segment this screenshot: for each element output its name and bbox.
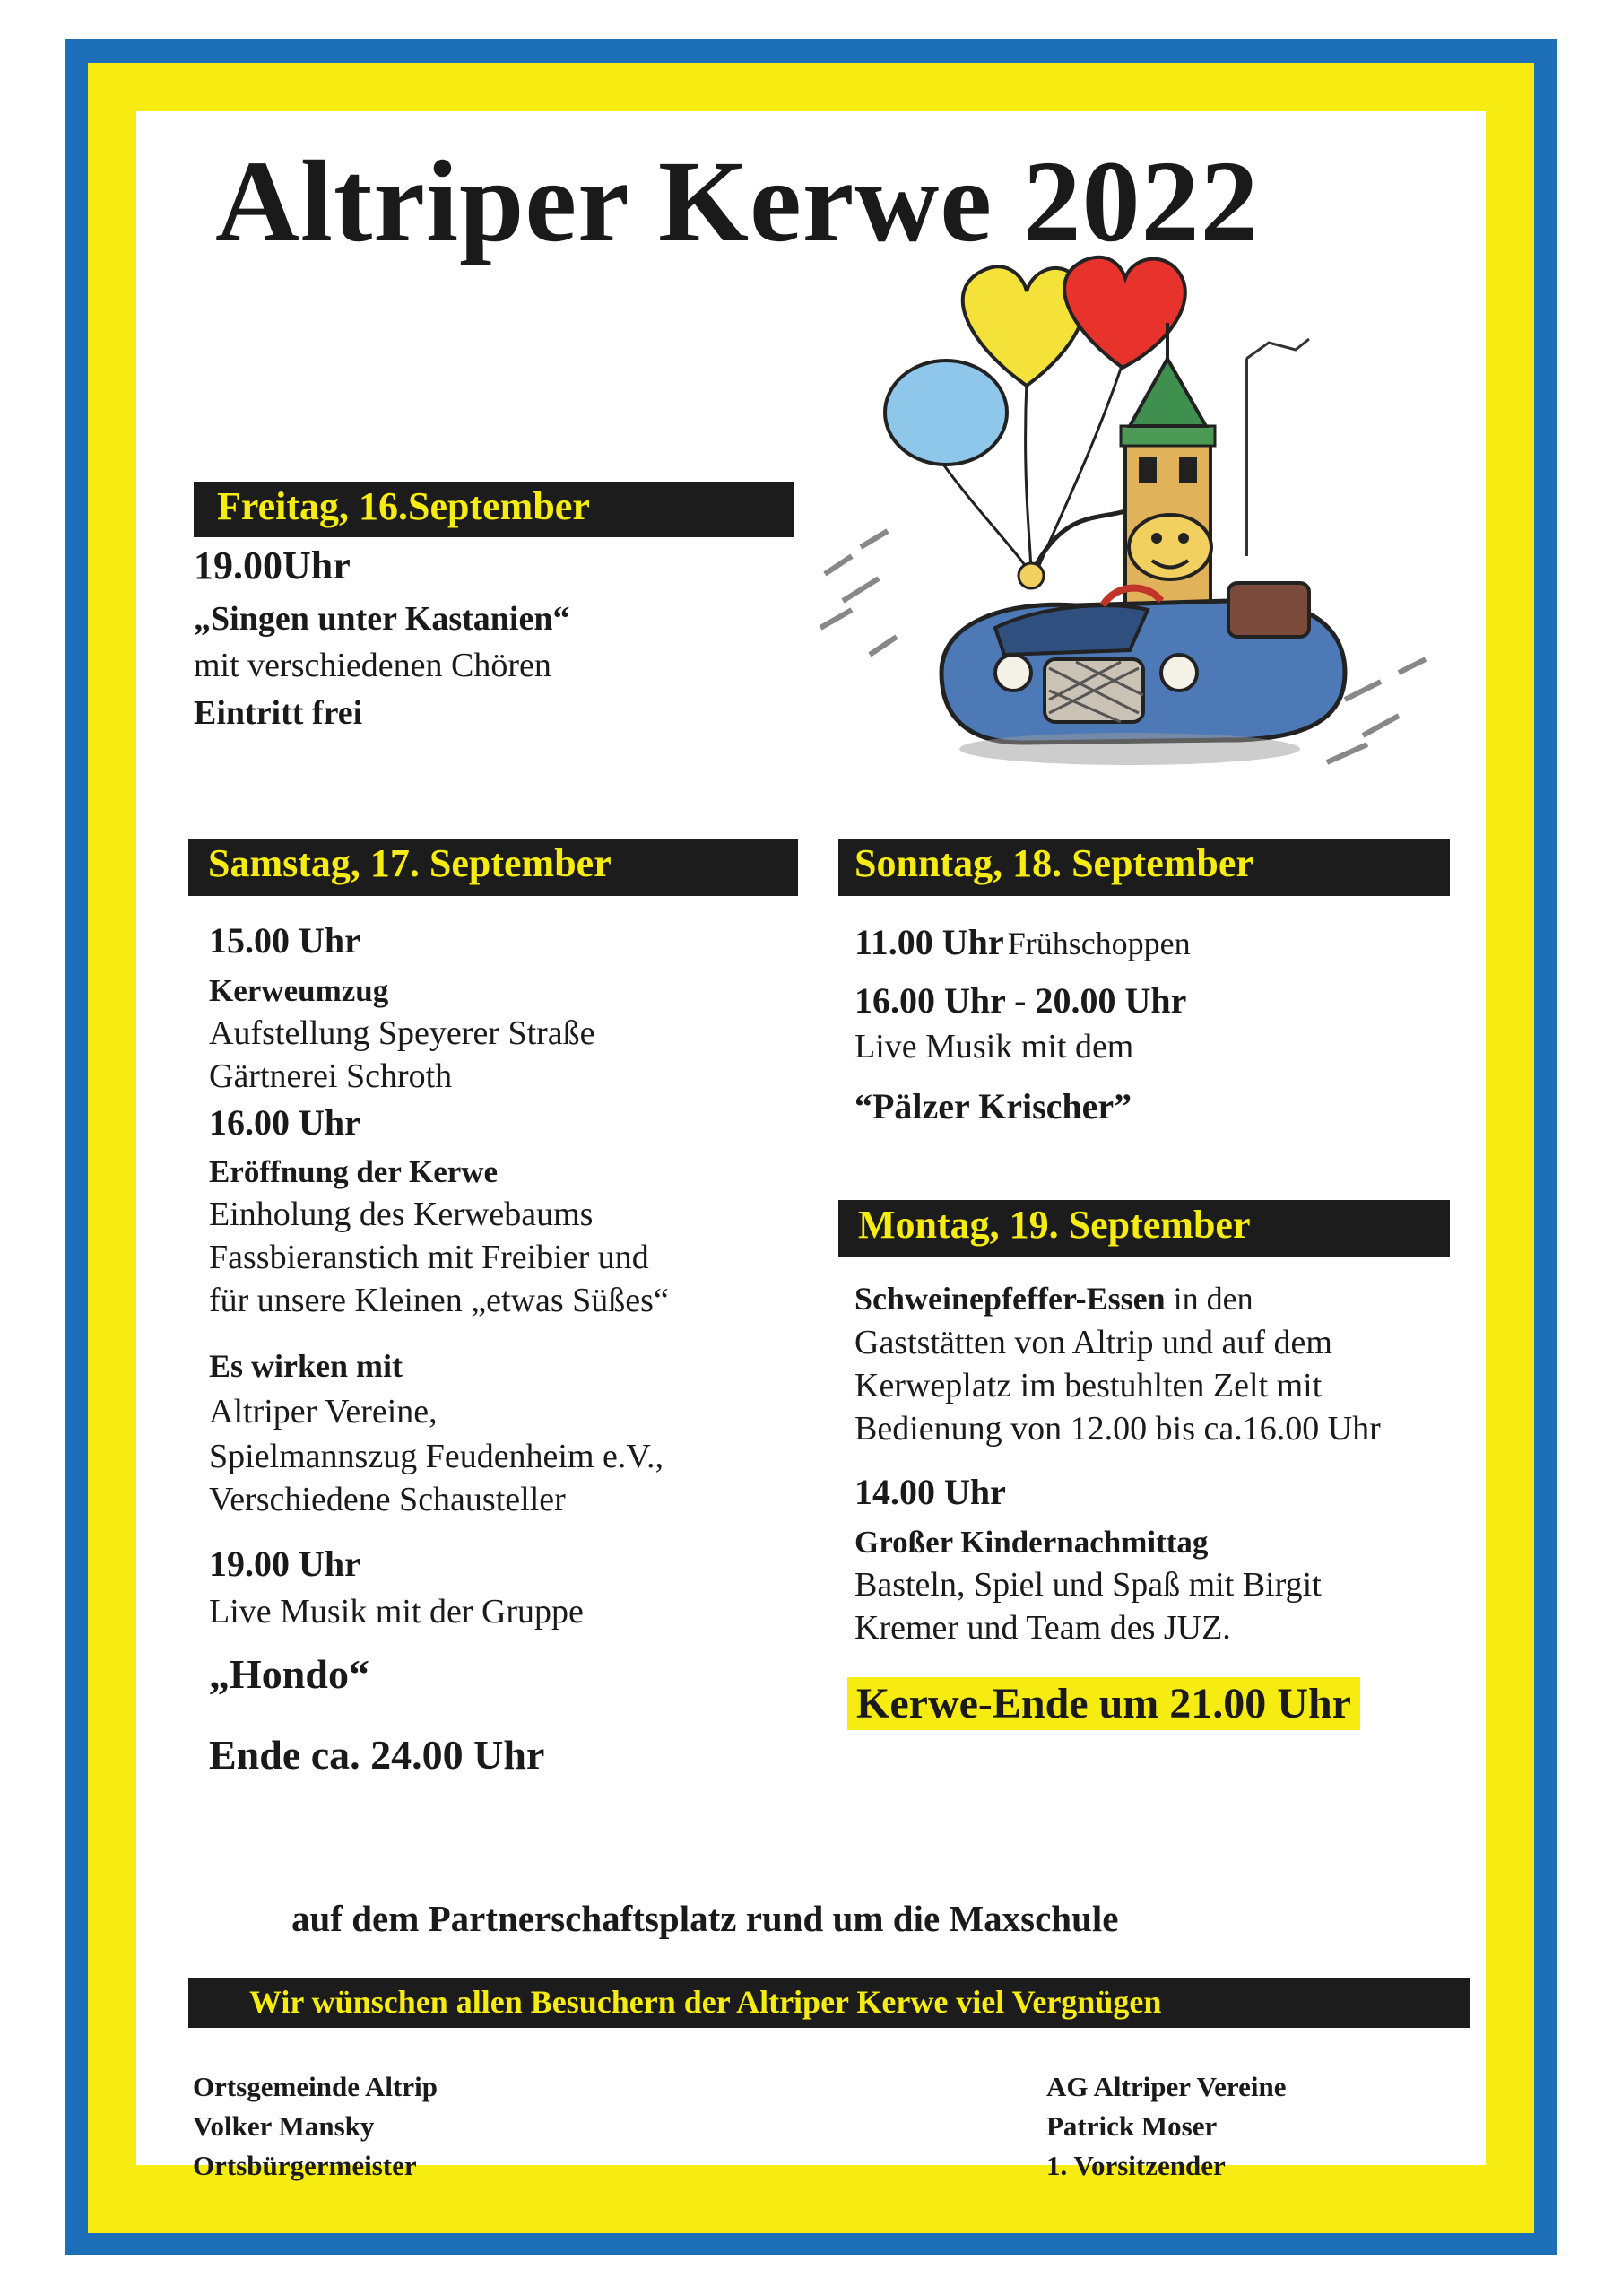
saturday-event-3-line-2: Spielmannszug Feudenheim e.V., xyxy=(209,1438,664,1475)
saturday-end: Ende ca. 24.00 Uhr xyxy=(209,1732,545,1778)
sunday-line-1 xyxy=(854,921,1191,963)
closing-banner: Wir wünschen allen Besuchern der Altriper Kerwe viel Vergnügen xyxy=(249,1984,1162,2020)
saturday-event-2-line-2: Fassbieranstich mit Freibier und xyxy=(209,1239,649,1276)
monday-event-2-line-1: Basteln, Spiel und Spaß mit Birgit xyxy=(854,1566,1322,1604)
monday-header-bar xyxy=(838,1200,1450,1257)
saturday-event-1: Kerweumzug xyxy=(209,973,389,1008)
friday-admission: Eintritt frei xyxy=(194,694,363,732)
monday-time-2: 14.00 Uhr xyxy=(854,1472,1006,1512)
saturday-event-3-line-1: Altriper Vereine, xyxy=(209,1393,438,1431)
sunday-time-1: 11.00 Uhr xyxy=(854,922,1004,962)
monday-event-1-rest: in den xyxy=(1165,1281,1253,1317)
saturday-event-2: Eröffnung der Kerwe xyxy=(209,1154,499,1189)
friday-header: Freitag, 16.September xyxy=(217,484,590,528)
saturday-event-3-line-3: Verschiedene Schausteller xyxy=(209,1481,566,1518)
monday-header: Montag, 19. September xyxy=(858,1203,1251,1247)
saturday-event-1-line-1: Aufstellung Speyerer Straße xyxy=(209,1014,595,1052)
footer-right-line-3: 1. Vorsitzender xyxy=(1046,2150,1226,2181)
closing-banner-bar xyxy=(188,1978,1470,2028)
sunday-band: “Pälzer Krischer” xyxy=(854,1086,1132,1126)
monday-end-highlight: Kerwe-Ende um 21.00 Uhr xyxy=(847,1677,1360,1730)
saturday-header: Samstag, 17. September xyxy=(208,841,612,885)
saturday-time-1: 15.00 Uhr xyxy=(209,920,360,961)
friday-detail: mit verschiedenen Chören xyxy=(194,647,551,684)
monday-event-2-line-2: Kremer und Team des JUZ. xyxy=(854,1609,1231,1647)
footer-left xyxy=(193,2067,438,2186)
friday-event: „Singen unter Kastanien“ xyxy=(194,600,570,638)
saturday-event-3: Es wirken mit xyxy=(209,1348,403,1384)
saturday-event-2-line-3: für unsere Kleinen „etwas Süßes“ xyxy=(209,1282,669,1319)
monday-line-1 xyxy=(854,1280,1253,1318)
monday-event-1-line-2: Gaststätten von Altrip und auf dem xyxy=(854,1324,1332,1361)
sunday-event-2-line-1: Live Musik mit dem xyxy=(854,1028,1134,1065)
footer-left-line-1: Ortsgemeinde Altrip xyxy=(193,2071,438,2102)
monday-event-1-line-4: Bedienung von 12.00 bis ca.16.00 Uhr xyxy=(854,1410,1381,1448)
bumper-car-mascot-illustration xyxy=(807,251,1470,807)
footer-left-line-3: Ortsbürgermeister xyxy=(193,2150,417,2181)
monday-event-1-bold: Schweinepfeffer-Essen xyxy=(854,1281,1166,1317)
footer-right xyxy=(1046,2067,1287,2186)
monday-event-2: Großer Kindernachmittag xyxy=(854,1525,1209,1560)
friday-header-bar xyxy=(194,482,794,537)
monday-event-1-line-3: Kerweplatz im bestuhlten Zelt mit xyxy=(854,1367,1323,1405)
footer-right-line-1: AG Altriper Vereine xyxy=(1046,2071,1287,2102)
poster-title: Altriper Kerwe 2022 xyxy=(215,137,1260,266)
sunday-time-2: 16.00 Uhr - 20.00 Uhr xyxy=(854,980,1187,1021)
bumper-car xyxy=(941,583,1345,765)
saturday-time-2: 16.00 Uhr xyxy=(209,1102,360,1143)
sunday-event-1: Frühschoppen xyxy=(1007,926,1191,961)
saturday-time-4: 19.00 Uhr xyxy=(209,1544,360,1584)
saturday-header-bar xyxy=(188,839,798,896)
blue-balloon xyxy=(885,361,1007,465)
saturday-event-4-line-1: Live Musik mit der Gruppe xyxy=(209,1593,584,1631)
location: auf dem Partnerschaftsplatz rund um die Maxschule xyxy=(291,1898,1119,1939)
friday-time: 19.00Uhr xyxy=(194,544,351,587)
saturday-band: „Hondo“ xyxy=(209,1651,369,1697)
saturday-event-1-line-2: Gärtnerei Schroth xyxy=(209,1057,453,1095)
sunday-header: Sonntag, 18. September xyxy=(854,841,1253,885)
footer-right-line-2: Patrick Moser xyxy=(1046,2110,1218,2142)
sunday-header-bar xyxy=(838,839,1450,896)
footer-left-line-2: Volker Mansky xyxy=(193,2110,375,2142)
flag-pole xyxy=(1246,339,1309,556)
saturday-event-2-line-1: Einholung des Kerwebaums xyxy=(209,1196,594,1233)
